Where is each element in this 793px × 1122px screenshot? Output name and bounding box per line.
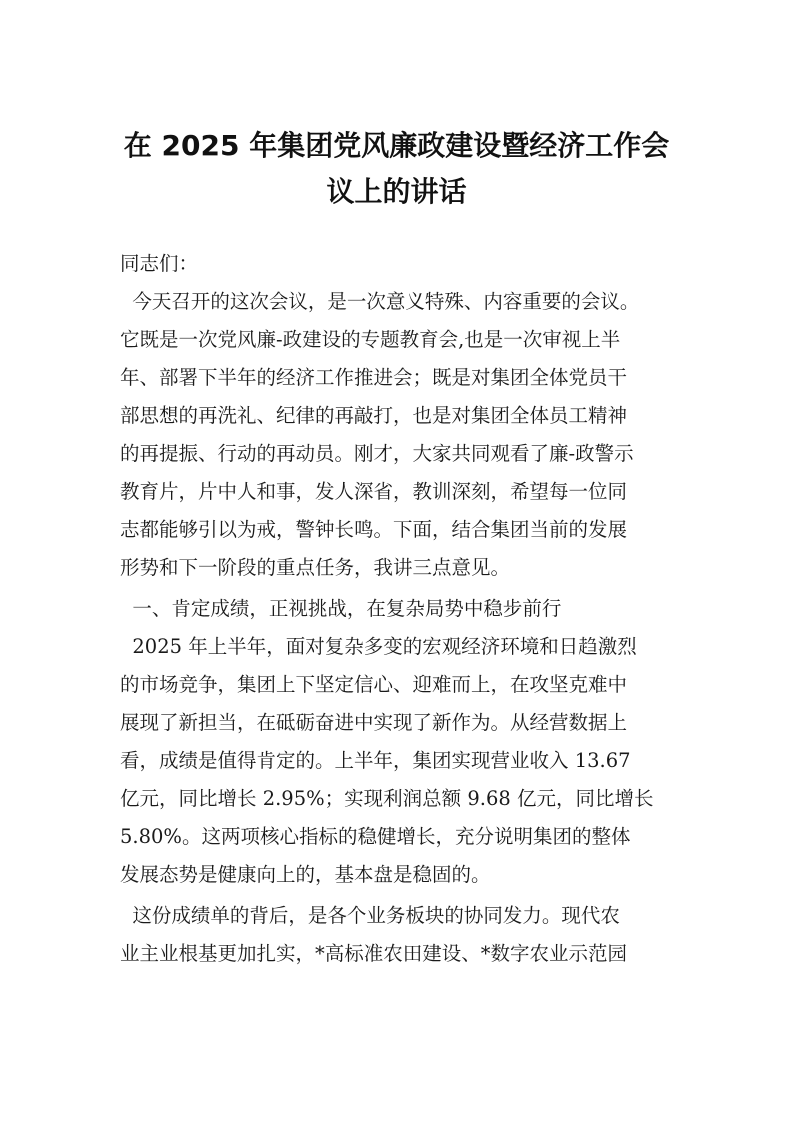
body-line: 它既是一次党风廉-政建设的专题教育会,也是一次审视上半 xyxy=(120,328,621,351)
body-line: 发展态势是健康向上的，基本盘是稳固的。 xyxy=(120,863,491,886)
body-line: 这份成绩单的背后，是各个业务板块的协同发力。现代农 xyxy=(120,904,620,927)
body-line: 的再提振、行动的再动员。刚才，大家共同观看了廉-政警示 xyxy=(120,442,634,465)
body-line: 教育片，片中人和事，发人深省，教训深刻，希望每一位同 xyxy=(120,480,628,503)
body-line: 志都能够引以为戒，警钟长鸣。下面，结合集团当前的发展 xyxy=(120,518,628,541)
body-line: 亿元，同比增长 2.95%；实现利润总额 9.68 亿元，同比增长 xyxy=(120,787,654,810)
body-line: 年、部署下半年的经济工作推进会；既是对集团全体党员干 xyxy=(120,366,628,389)
document-title-line-1: 在 2025 年集团党风廉政建设暨经济工作会 xyxy=(123,129,670,162)
body-line: 形势和下一阶段的重点任务，我讲三点意见。 xyxy=(120,556,511,579)
body-line: 看，成绩是值得肯定的。上半年，集团实现营业收入 13.67 xyxy=(120,749,631,772)
body-line: 2025 年上半年，面对复杂多变的宏观经济环境和日趋激烈 xyxy=(120,635,637,658)
document-title-line-2: 议上的讲话 xyxy=(326,175,467,208)
section-heading: 一、肯定成绩，正视挑战，在复杂局势中稳步前行 xyxy=(120,597,562,620)
body-line: 部思想的再洗礼、纪律的再敲打，也是对集团全体员工精神 xyxy=(120,404,628,427)
salutation: 同志们： xyxy=(120,252,199,275)
body-line: 业主业根基更加扎实，*高标准农田建设、*数字农业示范园 xyxy=(120,942,628,965)
body-line: 展现了新担当，在砥砺奋进中实现了新作为。从经营数据上 xyxy=(120,711,628,734)
body-line: 的市场竞争，集团上下坚定信心、迎难而上，在攻坚克难中 xyxy=(120,673,628,696)
body-line: 今天召开的这次会议，是一次意义特殊、内容重要的会议。 xyxy=(120,290,640,313)
body-line: 5.80%。这两项核心指标的稳健增长，充分说明集团的整体 xyxy=(120,825,631,848)
